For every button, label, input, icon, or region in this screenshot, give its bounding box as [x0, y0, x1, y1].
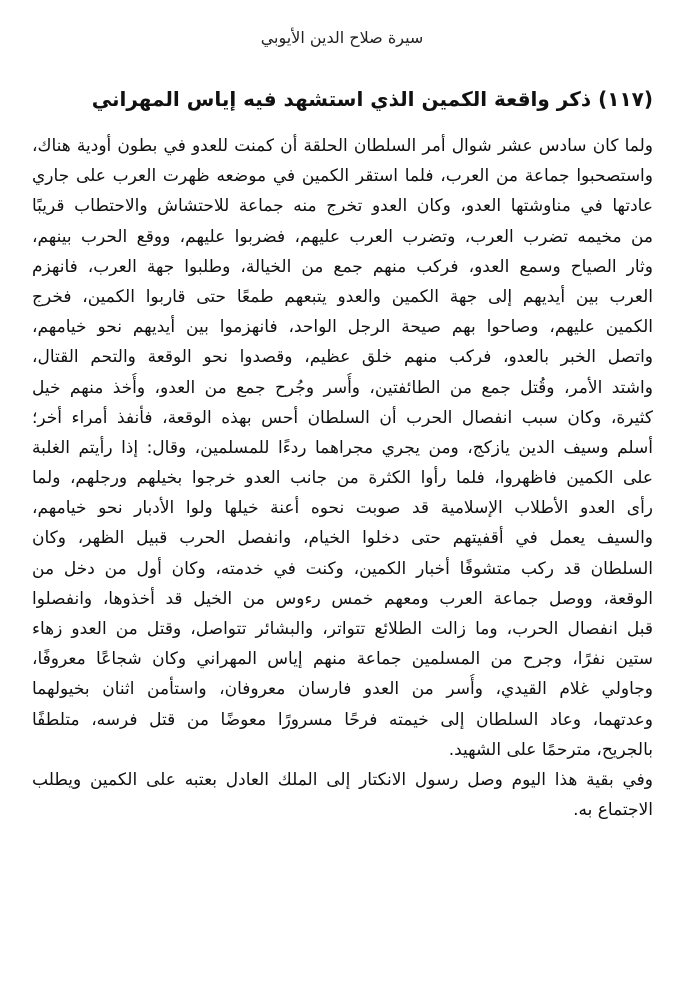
text-line: من مخيمه تضرب العرب، وتضرب العرب عليهم، فضربوا عليهم، ووقع الحرب بينهم،	[32, 226, 653, 247]
text-line: واتصل الخبر بالعدو، فركب منهم خلق عظيم، وقصدوا نحو الوقعة والتحم القتال،	[32, 347, 653, 368]
paragraph-2	[32, 765, 653, 825]
text-line: والسيف يعمل في أقفيتهم حتى دخلوا الخيام، وانفصل الحرب قبيل الظهر، وكان	[32, 528, 653, 549]
text-line: الكمين عليهم، وصاحوا بهم صيحة الرجل الواحد، فانهزموا بين أيديهم نحو خيامهم،	[32, 317, 653, 338]
text-line: على الكمين فاظهروا، فلما رأوا الكثرة من جانب العدو خرجوا بخيلهم ورجلهم، ولما	[32, 468, 653, 489]
body-text	[32, 131, 653, 825]
text-line: واشتد الأمر، وقُتل جمع من الطائفتين، وأُسر وجُرح جمع من العدو، وأُخذ منهم خيل	[32, 377, 653, 398]
text-line: ستين نفرًا، وجرح من المسلمين جماعة منهم إياس المهراني وكان شجاعًا معروفًا،	[32, 649, 653, 670]
text-line: ولما كان سادس عشر شوال أمر السلطان الحلقة أن كمنت للعدو في بطون أودية هناك،	[32, 136, 653, 156]
text-line: الوقعة، ووصل جماعة العرب ومعهم خمس رءوس من الخيل قد أخذوها، وانفصلوا	[32, 588, 653, 609]
text-line: العرب بين أيديهم إلى جهة الكمين والعدو يتبعهم طمعًا حتى قاربوا الكمين، فخرج	[32, 286, 653, 307]
text-line: عادتها في مناوشتها العدو، وكان العدو تخرج منه جماعة للاحتشاش والاحتطاب قريبًا	[32, 196, 653, 217]
text-line: السلطان قد ركب متشوفًا أخبار الكمين، وكنت في خدمته، وكان أول من دخل من	[32, 558, 653, 579]
chapter-title: (١١٧) ذكر واقعة الكمين الذي استشهد فيه إياس المهراني	[91, 87, 653, 111]
text-line: وجاولي غلام القيدي، وأُسر من العدو فارسان معروفان، واستأمن اثنان بخيولهما	[32, 679, 653, 700]
text-line: وفي بقية هذا اليوم وصل رسول الانكتار إلى الملك العادل بعتبه على الكمين ويطلب	[32, 769, 653, 790]
text-line: واستصحبوا جماعة من العرب، فلما استقر الكمين في موضعه ظهرت العرب على جاري	[32, 166, 653, 187]
text-line: وعدتهما، وعاد السلطان إلى خيمته فرحًا مسرورًا معوضًا من قتل فرسه، متلطفًا	[32, 709, 653, 730]
text-line: الاجتماع به.	[573, 800, 653, 821]
text-line: قبل انفصال الحرب، وما زالت الطلائع تتواتر، والبشائر تتواصل، وقتل من العدو زهاء	[32, 619, 653, 639]
text-line: كثيرة، وكان سبب انفصال الحرب أن السلطان أحس بهذه الوقعة، فأنفذ أمراء أخر؛	[32, 407, 653, 428]
text-line: بالجريح، مترحمًا على الشهيد.	[448, 739, 653, 760]
text-line: وثار الصياح وسمع العدو، فركب منهم جمع من الخيالة، وطلبوا جهة العرب، فانهزم	[32, 256, 653, 277]
paragraph-1	[32, 131, 653, 765]
text-line: أسلم وسيف الدين يازكج، ومن يجري مجراهما ردءًا للمسلمين، وقال: إذا رأيتم الغلبة	[32, 437, 653, 458]
text-line: رأى العدو الأطلاب الإسلامية قد صوبت نحوه أعنة خيلها ولوا الأدبار نحو خيامهم،	[32, 498, 653, 519]
running-header: سيرة صلاح الدين الأيوبي	[260, 28, 424, 47]
